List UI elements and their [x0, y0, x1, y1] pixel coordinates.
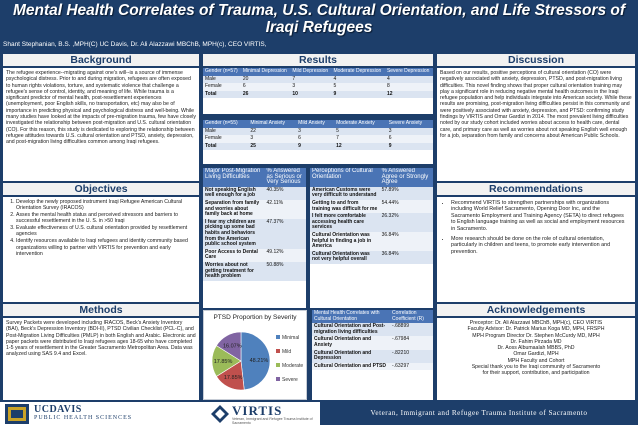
table-cell: 22 [248, 128, 296, 136]
footer-band-text: Veteran, Immigrant and Refugee Trauma Institute of Sacramento [320, 402, 638, 425]
table-header-cell: Perceptions of Cultural Orientation [310, 168, 380, 187]
table-cell: 6 [241, 83, 290, 91]
pie-svg [204, 311, 306, 399]
table-cell: 8 [385, 83, 433, 91]
discussion-text: Based on our results, positive perceptions of cultural orientation (CO) were negatively associated with anxiety, depression, PTSD, and post-migration living difficulties. This novel finding shows that proper cultural orientation training may play a significant role in reducing negative mental health outcomes in the Iraqi refugee population and help individuals integrate into American society. While these results are promising, post-migration living difficulties persist in this community and were positively associated with anxiety, depression, and PTSD: confirming study findings by VIRTIS and Omar Gardizi in 2014. The most prevalent living difficulties noted by our study cohort included worries about access to health care, dental care, and primary care as well as worries about not speaking English well enough for a job, separation from family and concerns about American Public Schools. [440, 70, 632, 139]
ucdavis-logo [4, 402, 194, 425]
table-row [310, 187, 433, 200]
discussion-header: Discussion [437, 54, 635, 66]
table-cell: Total [203, 143, 248, 151]
table-cell: Cultural Orientation and Anxiety [312, 336, 390, 349]
table-cell: 5 [331, 83, 384, 91]
table-cell: 50.88% [265, 262, 306, 281]
anxiety-table-panel [203, 120, 433, 164]
acknowledgement-line: Special thank you to the Iraqi community of Sacramento [471, 364, 601, 371]
table-cell: 7 [334, 135, 387, 143]
table-header-cell: Minimal Anxiety [248, 120, 296, 128]
table-cell: Cultural Orientation and Depression [312, 350, 390, 363]
table-cell: Not speaking English well enough for a job [203, 187, 265, 200]
table-cell: 4 [385, 76, 433, 84]
table-cell: Total [203, 91, 241, 99]
correlation-table-panel [312, 310, 433, 400]
table-row [203, 262, 306, 281]
legend-swatch [276, 335, 280, 339]
legend-swatch [276, 363, 280, 367]
perceptions-table-panel [310, 168, 433, 308]
table-cell: Cultural Orientation and Post-migration living difficulties [312, 323, 390, 336]
table-cell: 54.44% [380, 200, 433, 213]
recommendation-item: • More research should be done on the role of cultural orientation, particularly in children and teens, to promote early intervention and prevention. [451, 236, 629, 255]
background-header: Background [3, 54, 199, 66]
table-header-cell: Correlation Coefficient (R) [390, 310, 433, 323]
virtis-subtitle: Veteran, Immigrant and Refugee Trauma Institute of Sacramento [232, 417, 313, 425]
table-cell: 5 [334, 128, 387, 136]
acknowledgement-line: Faculty Advisor: Dr. Patrick Marius Koga MD, MPH, FRSPH [467, 326, 605, 333]
table-cell: Male [203, 76, 241, 84]
table-cell: Cultural Orientation and PTSD [312, 363, 390, 371]
table-row [203, 135, 433, 143]
table-cell: American Customs were very difficult to understand [310, 187, 380, 200]
acknowledgements-header: Acknowledgements [437, 304, 635, 316]
acknowledgement-line: Omar Gardizi, MPH [513, 351, 559, 358]
table-header-row [312, 310, 433, 323]
table-cell: Poor Access to Dental Care [203, 249, 265, 262]
table-row [310, 200, 433, 213]
difficulties-table-panel [203, 168, 306, 308]
table-header-row [310, 168, 433, 187]
table-cell: 6 [296, 135, 334, 143]
table-cell: Male [203, 128, 248, 136]
table-row [312, 350, 433, 363]
recommendations-list [437, 197, 635, 255]
table-cell: Cultural Orientation was helpful in finding a job in America [310, 232, 380, 251]
pie-data-label: 17.85% [223, 375, 243, 382]
acknowledgement-line: MPH Program Director Dr. Stephen McCurdy MD, MPH [472, 332, 600, 339]
table-header-cell: Mild Anxiety [296, 120, 334, 128]
table-row [203, 200, 306, 219]
table-cell: Female [203, 135, 248, 143]
table-header-row [203, 68, 433, 76]
depression-table [203, 68, 433, 98]
background-panel [3, 68, 199, 181]
table-cell: -.63297 [390, 363, 433, 371]
legend-label: Moderate [282, 363, 304, 369]
table-header-cell: Gender (n=55) [203, 120, 248, 128]
table-row [310, 213, 433, 232]
table-cell: 3 [290, 83, 331, 91]
table-cell: 36.84% [380, 232, 433, 251]
table-cell: 40.35% [265, 187, 306, 200]
table-header-cell: % Answered Agree or Strongly Agree [380, 168, 433, 187]
table-cell: 9 [331, 91, 384, 99]
discussion-panel [437, 68, 635, 181]
table-cell: 6 [387, 135, 433, 143]
objectives-list [6, 199, 196, 257]
table-cell: 3 [248, 135, 296, 143]
table-cell: -.68899 [390, 323, 433, 336]
pie-data-label: 17.85% [213, 359, 233, 365]
virtis-logo [210, 402, 320, 425]
virtis-emblem-icon [210, 404, 230, 424]
table-row [310, 251, 433, 264]
table-cell: 20 [241, 76, 290, 84]
table-cell: 25 [248, 143, 296, 151]
correlation-table [312, 310, 433, 370]
table-cell: 3 [296, 128, 334, 136]
recommendation-item: • Recommend VIRTIS to strengthen partnerships with organizations including World Relief Sacramento, Opening Door Inc, and the Sacramento Employment and Training Agency (SETA) to direct refugees to English language training as well as social and employment resources in Sacramento. [451, 200, 629, 232]
table-cell: I fear my children are picking up some bad habits and behaviors from the American public school system [203, 219, 265, 249]
objective-item: 1. Develop the newly proposed instrument Iraqi Refugee American Cultural Orientation Survey (IRACOS) [16, 199, 196, 212]
table-cell: Cultural Orientation was not very helpful overall [310, 251, 380, 264]
table-cell: 7 [290, 76, 331, 84]
table-cell: I felt more comfortable accessing health care services [310, 213, 380, 232]
footer [0, 402, 638, 425]
pie-data-label: 48.21% [249, 357, 269, 364]
table-row [312, 323, 433, 336]
table-cell: Worries about not getting treatment for health problem [203, 262, 265, 281]
acknowledgement-line: Preceptor: Dr. Ali Alazzawi MBChB, MPH(c), CEO VIRTIS [469, 320, 603, 326]
anxiety-table [203, 120, 433, 150]
legend-label: Severe [282, 377, 298, 383]
table-cell: 10 [290, 91, 331, 99]
background-text: The refugee experience--migrating against one's will--is a source of immense psychological distress. Prior to and during migration, refugees are often exposed to human rights violations, torture, and systematic violence that challenge a refugee's sense of control, identity, and meaning of life. While trauma is a significant predictor of mental health, post-resettlement experiences (unemployment, poor English skills, no transportation, etc) may also be of importance in predicting physical and psychological distress and well-being. While many studies have looked at the impacts of pre-migration trauma, few have closely investigated the relationship between post-migration and U.S. cultural orientation (CO). For this reason, this study is dedicated to exploring the relationship between refugee attitudes towards U.S. cultural orientation and PTSD, anxiety, depression, and post-migration living difficulties common among Iraqi refugees. [6, 70, 197, 146]
table-row [310, 232, 433, 251]
acknowledgements-list [437, 318, 635, 377]
acknowledgements-panel [437, 318, 635, 400]
table-cell: Getting to and from training was difficult for me [310, 200, 380, 213]
table-cell: -.82210 [390, 350, 433, 363]
table-cell: 36.84% [380, 251, 433, 264]
table-header-cell: Gender (n=57) [203, 68, 241, 76]
table-row [203, 219, 306, 249]
ptsd-pie-chart [203, 310, 307, 400]
difficulties-table [203, 168, 306, 281]
table-row [312, 363, 433, 371]
legend-label: Mild [282, 349, 292, 355]
perceptions-table [310, 168, 433, 264]
legend-swatch [276, 349, 280, 353]
ucdavis-seal-icon [4, 403, 30, 425]
table-row [203, 187, 306, 200]
table-header-cell: Major Post-Migration Living Difficulties [203, 168, 265, 187]
recommendations-header: Recommendations [437, 183, 635, 195]
legend-label: Minimal [282, 335, 300, 341]
recommendations-panel [437, 197, 635, 302]
virtis-wordmark: VIRTIS [232, 403, 283, 418]
acknowledgement-line: MPH Faculty and Cohort [507, 357, 565, 364]
table-cell: 26.32% [380, 213, 433, 232]
acknowledgement-line: Dr. Fahim Pirzada MD [510, 338, 562, 345]
table-header-cell: Mental Health Correlates with Cultural Orientation [312, 310, 390, 323]
table-row [203, 128, 433, 136]
table-cell: 9 [387, 143, 433, 151]
table-cell: -.67984 [390, 336, 433, 349]
table-cell: 12 [385, 91, 433, 99]
table-header-cell: Mild Depression [290, 68, 331, 76]
table-header-cell: Moderate Depression [331, 68, 384, 76]
depression-table-panel [203, 68, 433, 114]
objective-item: 2. Asses the mental health status and perceived stressors and barriers to successful resettlement in the U. S. in >50 Iraqi [16, 212, 196, 225]
table-row [203, 91, 433, 99]
acknowledgement-line: Dr. Aoss Albumaalah MBBS, PhD [497, 345, 575, 352]
table-cell: 57.89% [380, 187, 433, 200]
table-row [203, 76, 433, 84]
table-cell: 26 [241, 91, 290, 99]
objectives-panel [3, 197, 199, 302]
acknowledgement-line: for their support, contribution, and participation [482, 370, 590, 377]
table-header-cell: Severe Depression [385, 68, 433, 76]
results-header: Results [203, 54, 433, 66]
table-header-cell: Severe Anxiety [387, 120, 433, 128]
public-health-sciences-label: PUBLIC HEALTH SCIENCES [34, 415, 133, 421]
methods-text: Survey Packets were developed including IRACOS, Beck's Anxiety Inventory (BAI), Beck's Depression Inventory (BDI-II), PTSD Civilian Checklist (PCL-C), and Post-Migration Living Difficulties (PMLP) in both English and Arabic. Electronic and paper packets were distributed to Iraqi refugees ages 18-65 who have completed 1-5 years of resettlement in the Greater Sacramento Metropolitan Area. Data was analyzed using SAS 9.4 and Excel. [6, 320, 196, 358]
poster-title: Mental Health Correlates of Trauma, U.S. Cultural Orientation, and Life Stressors of Iraqi Refugees [12, 2, 626, 36]
authors-line: Shant Stephanian, B.S. ,MPH(C) UC Davis, Dr. Ali Alazzawi MBChB, MPH(c), CEO VIRTIS, [3, 41, 267, 48]
table-row [203, 83, 433, 91]
table-cell: 12 [334, 143, 387, 151]
table-row [203, 143, 433, 151]
table-cell: Separation from family and worries about family back at home [203, 200, 265, 219]
methods-header: Methods [3, 304, 199, 316]
chart-title: PTSD Proportion by Severity [213, 314, 297, 321]
table-row [312, 336, 433, 349]
objective-item: 3. Evaluate effectiveness of U.S. cultural orientation provided by resettlement agencies [16, 225, 196, 238]
table-cell: 47.37% [265, 219, 306, 249]
table-cell: 9 [296, 143, 334, 151]
table-cell: 3 [387, 128, 433, 136]
table-row [203, 249, 306, 262]
ucdavis-wordmark: UCDAVIS [34, 404, 82, 415]
table-cell: 49.12% [265, 249, 306, 262]
objectives-header: Objectives [3, 183, 199, 195]
legend-swatch [276, 377, 280, 381]
table-header-cell: Minimal Depression [241, 68, 290, 76]
pie-data-label: 16.07% [222, 343, 242, 350]
methods-panel [3, 318, 199, 400]
table-header-cell: Moderate Anxiety [334, 120, 387, 128]
table-cell: 4 [331, 76, 384, 84]
objective-item: 4. Identify resources available to Iraqi refugees and identity community based organizations willing to partner with VIRTIS for prevention and early intervention [16, 238, 196, 257]
table-header-row [203, 168, 306, 187]
table-header-row [203, 120, 433, 128]
table-cell: Female [203, 83, 241, 91]
table-header-cell: % Answered as Serious or Very Serious [265, 168, 306, 187]
table-cell: 42.11% [265, 200, 306, 219]
